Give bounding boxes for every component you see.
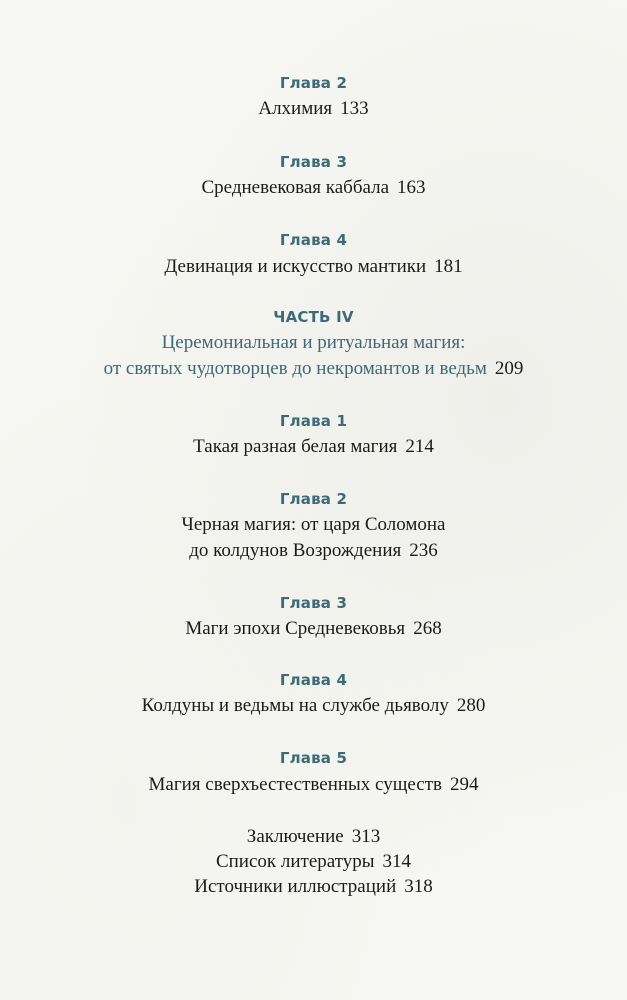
- part-title-text: Церемониальная и ритуальная магия:: [161, 332, 466, 353]
- toc-entry-title: Заключение: [246, 826, 344, 847]
- toc-entry-page: 209: [494, 358, 524, 379]
- toc-entry: [0, 256, 627, 278]
- part-title-line: [0, 332, 627, 354]
- toc-entry-title: Магия сверхъестественных существ: [148, 774, 442, 795]
- part-heading-label: ЧАСТЬ IV: [273, 308, 354, 326]
- toc-entry-title: Черная магия: от царя Соломона: [181, 514, 446, 535]
- chapter-heading-label: Глава 4: [279, 671, 348, 689]
- chapter-heading: [0, 671, 627, 689]
- toc-entry: [0, 695, 627, 717]
- toc-entry: [0, 774, 627, 796]
- toc-entry-title: Девинация и искусство мантики: [164, 256, 427, 277]
- back-matter-entry: [0, 826, 627, 848]
- toc-entry-title: Такая разная белая магия: [193, 436, 398, 457]
- toc-entry: [0, 98, 627, 120]
- part-title-line: [0, 358, 627, 380]
- toc-entry-page: 318: [404, 876, 433, 897]
- toc-entry: [0, 618, 627, 640]
- chapter-heading: [0, 594, 627, 612]
- toc-entry-title: Маги эпохи Средневековья: [185, 618, 406, 639]
- chapter-heading-label: Глава 5: [279, 749, 348, 767]
- toc-entry-page: 280: [456, 695, 486, 716]
- chapter-heading-label: Глава 1: [279, 412, 348, 430]
- chapter-heading-label: Глава 2: [279, 74, 348, 92]
- toc-entry-page: 236: [409, 540, 438, 561]
- chapter-heading: [0, 490, 627, 508]
- part-title-text: от святых чудотворцев до некромантов и ведьм: [103, 358, 487, 379]
- chapter-heading: [0, 412, 627, 430]
- toc-entry: [0, 177, 627, 199]
- toc-entry-page: 214: [405, 436, 434, 457]
- toc-entry-page: 294: [449, 774, 479, 795]
- toc-entry-page: 133: [340, 98, 369, 119]
- toc-entry-page: 314: [382, 851, 412, 872]
- chapter-heading-label: Глава 3: [279, 153, 348, 171]
- chapter-heading: [0, 74, 627, 92]
- chapter-heading-label: Глава 4: [279, 231, 348, 249]
- toc-entry-title: Средневековая каббала: [201, 177, 390, 198]
- toc-entry-page: 163: [397, 177, 426, 198]
- toc-entry-page: 313: [351, 826, 381, 847]
- chapter-heading: [0, 153, 627, 171]
- part-heading: [0, 308, 627, 326]
- chapter-heading: [0, 231, 627, 249]
- toc-entry: [0, 540, 627, 562]
- toc-entry-page: 268: [413, 618, 442, 639]
- toc-entry: [0, 436, 627, 458]
- back-matter-entry: [0, 851, 627, 873]
- toc-entry-title: Колдуны и ведьмы на службе дьяволу: [141, 695, 449, 716]
- toc-entry-title: Источники иллюстраций: [194, 876, 397, 897]
- toc-entry: [0, 514, 627, 536]
- toc-entry-page: 181: [434, 256, 463, 277]
- toc-entry-title: до колдунов Возрождения: [189, 540, 402, 561]
- chapter-heading: [0, 749, 627, 767]
- chapter-heading-label: Глава 3: [279, 594, 348, 612]
- chapter-heading-label: Глава 2: [279, 490, 348, 508]
- toc-entry-title: Список литературы: [215, 851, 375, 872]
- toc-entry-title: Алхимия: [258, 98, 333, 119]
- back-matter-entry: [0, 876, 627, 898]
